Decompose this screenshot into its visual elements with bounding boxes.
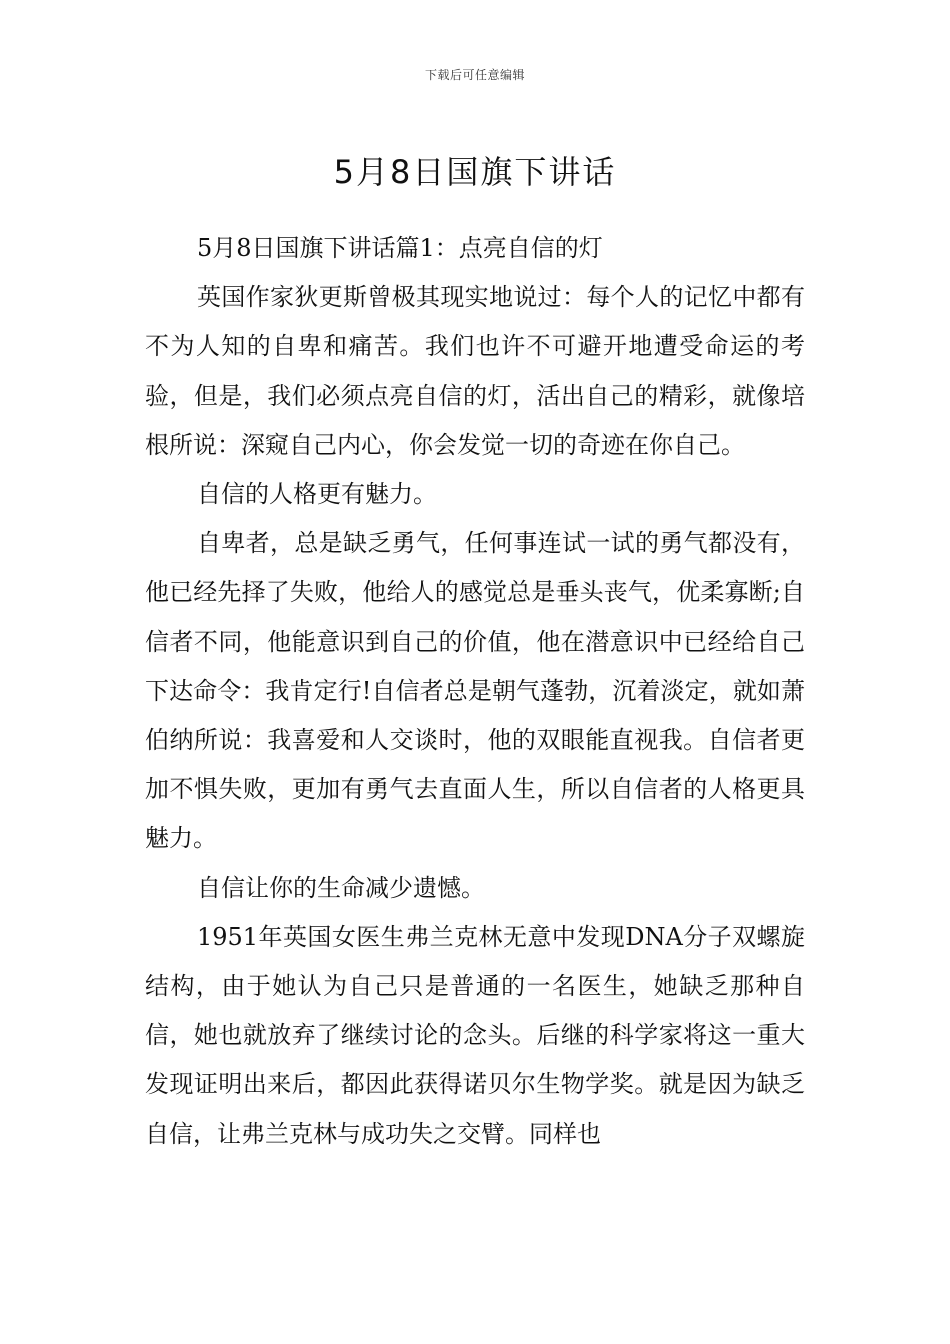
header-note: 下载后可任意编辑 (424, 68, 525, 82)
subtitle-paragraph: 5月8日国旗下讲话篇1：点亮自信的灯 (197, 234, 603, 262)
section-heading-paragraph: 自信让你的生命减少遗憾。 (197, 873, 485, 902)
body-paragraph: 自卑者，总是缺乏勇气，任何事连试一试的勇气都没有，他已经先择了失败，他给人的感觉总是垂头丧气，优柔寡断;自信者不同，他能意识到自己的价值，他在潜意识中已经给自己下达命令：我肯定行!自信者总是朝气蓬勃，沉着淡定，就如萧伯纳所说：我喜爱和人交谈时，他的双眼能直视我。自信者更加不惧失败，更加有勇气去直面人生，所以自信者的人格更具魅力。 (145, 529, 805, 853)
section-heading-paragraph: 自信的人格更有魅力。 (197, 480, 437, 509)
document-body (145, 224, 805, 1159)
document-title: 5月8日国旗下讲话 (333, 153, 617, 192)
body-paragraph: 英国作家狄更斯曾极其现实地说过：每个人的记忆中都有不为人知的自卑和痛苦。我们也许不可避开地遭受命运的考验，但是，我们必须点亮自信的灯，活出自己的精彩，就像培根所说：深窥自己内心，你会发觉一切的奇迹在你自己。 (145, 283, 805, 459)
body-paragraph: 1951年英国女医生弗兰克林无意中发现DNA分子双螺旋结构，由于她认为自己只是普通的一名医生，她缺乏那种自信，她也就放弃了继续讨论的念头。后继的科学家将这一重大发现证明出来后，都因此获得诺贝尔生物学奖。就是因为缺乏自信，让弗兰克林与成功失之交臂。同样也 (145, 922, 805, 1148)
